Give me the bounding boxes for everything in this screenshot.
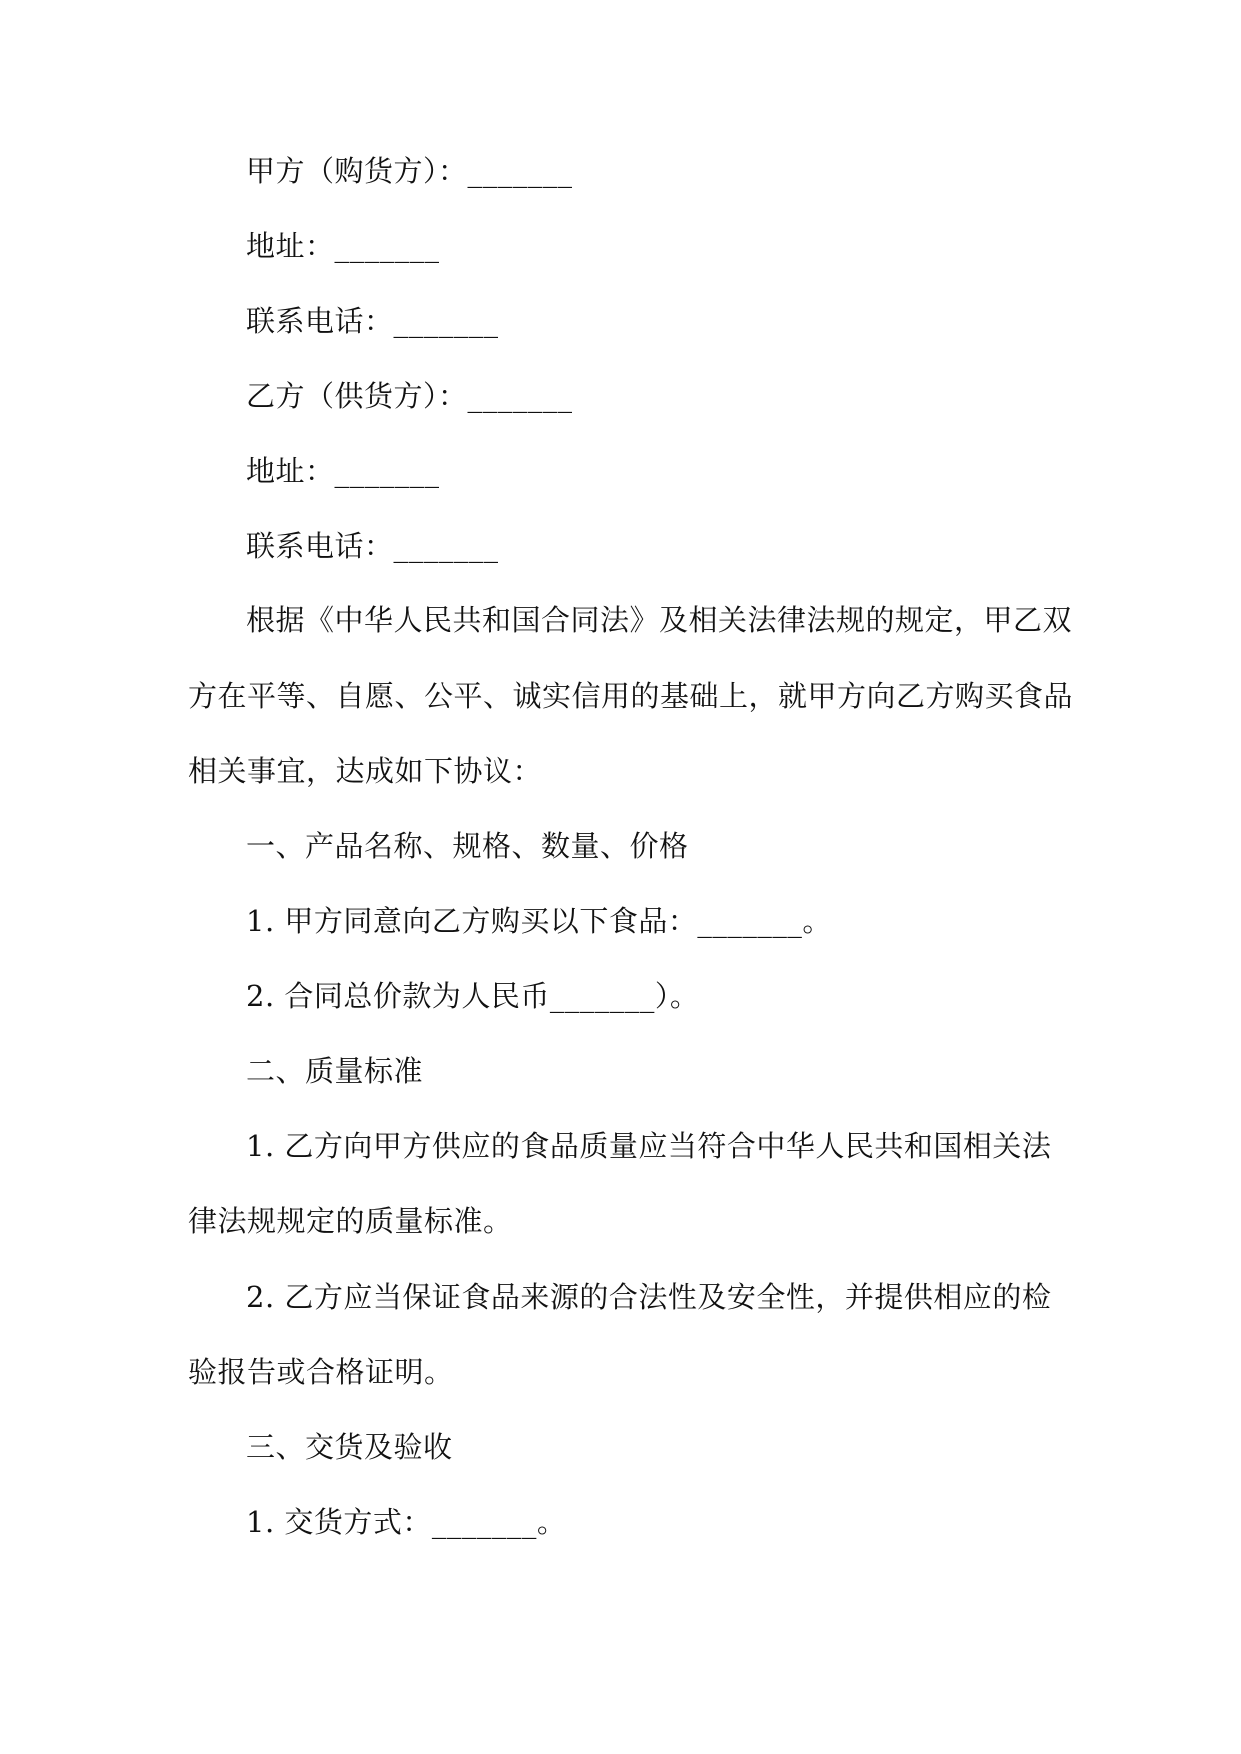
- party-b-address: 地址：_______: [246, 454, 440, 488]
- clause-2-2-line-1: 2. 乙方应当保证食品来源的合法性及安全性，并提供相应的检: [246, 1280, 1052, 1314]
- clause-2-1-line-1: 1. 乙方向甲方供应的食品质量应当符合中华人民共和国相关法: [246, 1129, 1052, 1163]
- clause-2-2-line-2: 验报告或合格证明。: [188, 1355, 454, 1389]
- clause-3-1: 1. 交货方式：_______。: [246, 1505, 567, 1539]
- clause-1-1: 1. 甲方同意向乙方购买以下食品：_______。: [246, 904, 832, 938]
- party-a-address: 地址：_______: [246, 229, 440, 263]
- section-heading-3: 三、交货及验收: [246, 1430, 453, 1464]
- party-b-phone: 联系电话：_______: [246, 529, 499, 563]
- party-b-supplier: 乙方（供货方）：_______: [246, 379, 573, 413]
- preamble-line-1: 根据《中华人民共和国合同法》及相关法律法规的规定，甲乙双: [246, 603, 1073, 637]
- section-heading-1: 一、产品名称、规格、数量、价格: [246, 829, 689, 863]
- clause-2-1-line-2: 律法规规定的质量标准。: [188, 1204, 513, 1238]
- preamble-line-3: 相关事宜，达成如下协议：: [188, 754, 543, 788]
- preamble-line-2: 方在平等、自愿、公平、诚实信用的基础上，就甲方向乙方购买食品: [188, 679, 1074, 713]
- section-heading-2: 二、质量标准: [246, 1054, 424, 1088]
- party-a-buyer: 甲方（购货方）：_______: [246, 154, 573, 188]
- party-a-phone: 联系电话：_______: [246, 304, 499, 338]
- clause-1-2: 2. 合同总价款为人民币_______）。: [246, 979, 700, 1013]
